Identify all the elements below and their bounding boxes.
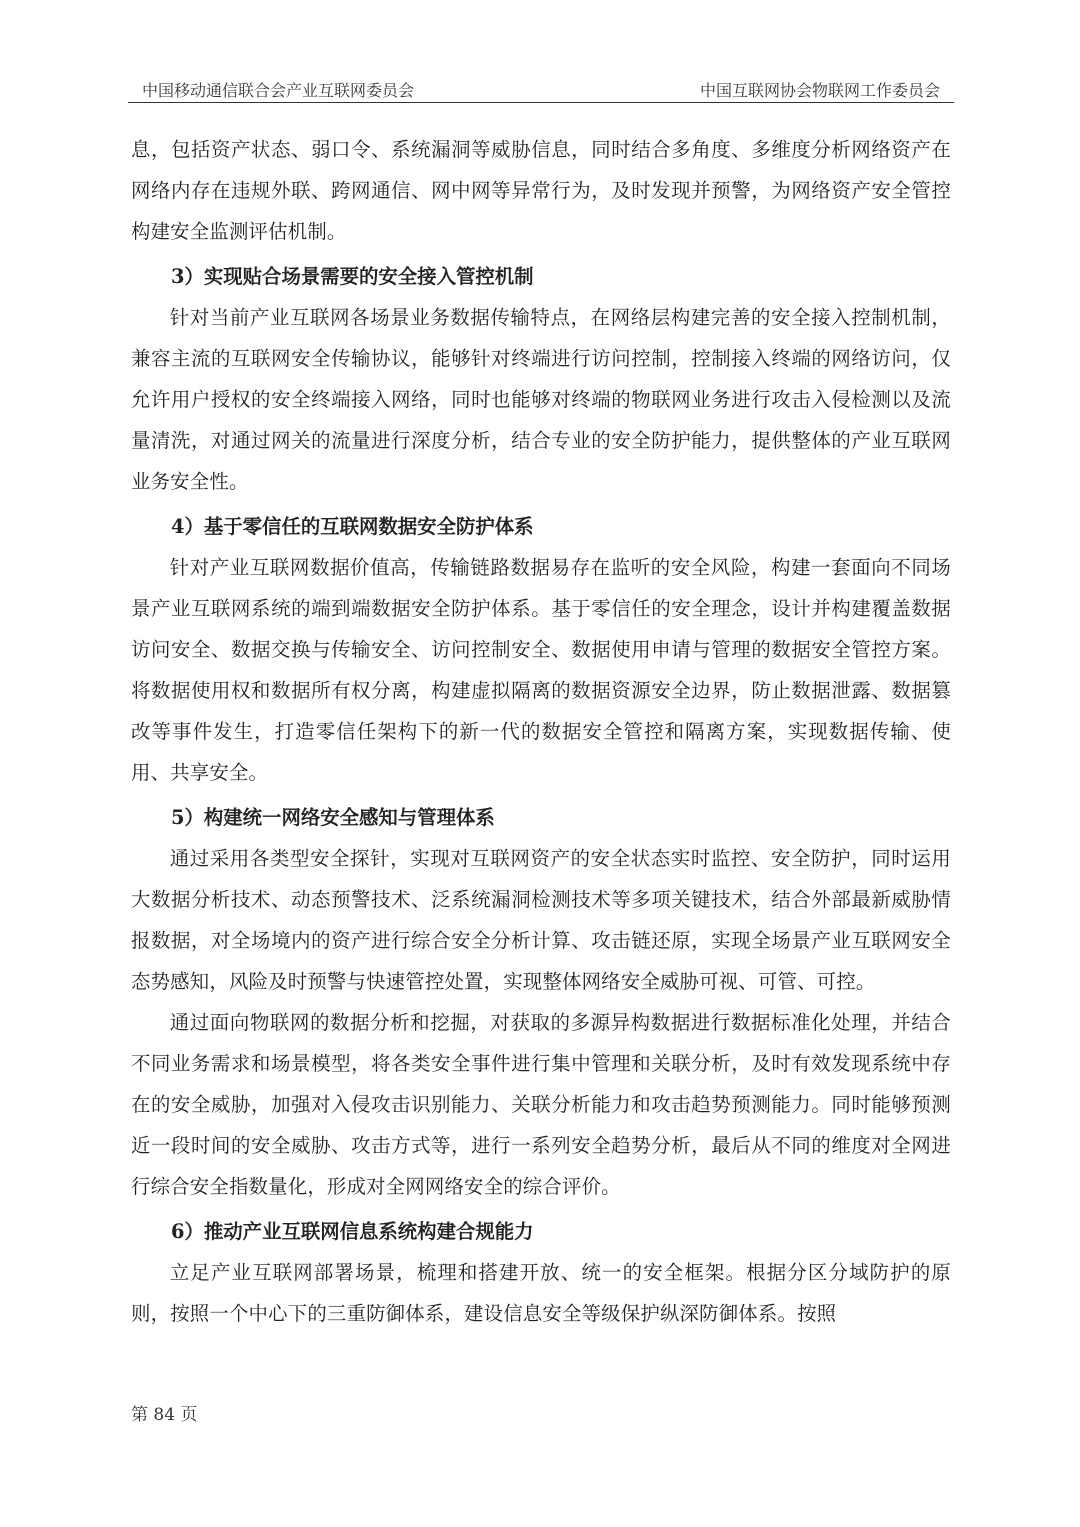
body-paragraph: 立足产业互联网部署场景，梳理和搭建开放、统一的安全框架。根据分区分域防护的原则，按照一个中心下的三重防御体系，建设信息安全等级保护纵深防御体系。按照 bbox=[131, 1261, 951, 1325]
section-heading: 6）推动产业互联网信息系统构建合规能力 bbox=[171, 1220, 534, 1243]
body-paragraph: 针对当前产业互联网各场景业务数据传输特点，在网络层构建完善的安全接入控制机制，兼容主流的互联网安全传输协议，能够针对终端进行访问控制，控制接入终端的网络访问，仅允许用户授权的安全终端接入网络，同时也能够对终端的物联网业务进行攻击入侵检测以及流量清洗，对通过网关的流量进行深度分析，结合专业的安全防护能力，提供整体的产业互联网业务安全性。 bbox=[131, 306, 951, 493]
body-paragraph: 息，包括资产状态、弱口令、系统漏洞等威胁信息，同时结合多角度、多维度分析网络资产在网络内存在违规外联、跨网通信、网中网等异常行为，及时发现并预警，为网络资产安全管控构建安全监测评估机制。 bbox=[131, 138, 951, 243]
page-header bbox=[128, 74, 954, 104]
section-heading: 3）实现贴合场景需要的安全接入管控机制 bbox=[171, 265, 534, 288]
page-number: 第 84 页 bbox=[131, 1405, 198, 1425]
header-divider bbox=[128, 102, 954, 103]
body-paragraph: 通过采用各类型安全探针，实现对互联网资产的安全状态实时监控、安全防护，同时运用大数据分析技术、动态预警技术、泛系统漏洞检测技术等多项关键技术，结合外部最新威胁情报数据，对全场境内的资产进行综合安全分析计算、攻击链还原，实现全场景产业互联网安全态势感知，风险及时预警与快速管控处置，实现整体网络安全威胁可视、可管、可控。 bbox=[131, 847, 951, 993]
header-left-org: 中国移动通信联合会产业互联网委员会 bbox=[142, 81, 415, 100]
section-heading: 5）构建统一网络安全感知与管理体系 bbox=[171, 806, 495, 829]
body-paragraph: 通过面向物联网的数据分析和挖掘，对获取的多源异构数据进行数据标准化处理，并结合不同业务需求和场景模型，将各类安全事件进行集中管理和关联分析，及时有效发现系统中存在的安全威胁，加强对入侵攻击识别能力、关联分析能力和攻击趋势预测能力。同时能够预测近一段时间的安全威胁、攻击方式等，进行一系列安全趋势分析，最后从不同的维度对全网进行综合安全指数量化，形成对全网网络安全的综合评价。 bbox=[131, 1011, 951, 1198]
header-right-org: 中国互联网协会物联网工作委员会 bbox=[699, 81, 940, 100]
section-heading: 4）基于零信任的互联网数据安全防护体系 bbox=[171, 515, 534, 538]
body-paragraph: 针对产业互联网数据价值高，传输链路数据易存在监听的安全风险，构建一套面向不同场景产业互联网系统的端到端数据安全防护体系。基于零信任的安全理念，设计并构建覆盖数据访问安全、数据交换与传输安全、访问控制安全、数据使用申请与管理的数据安全管控方案。将数据使用权和数据所有权分离，构建虚拟隔离的数据资源安全边界，防止数据泄露、数据篡改等事件发生，打造零信任架构下的新一代的数据安全管控和隔离方案，实现数据传输、使用、共享安全。 bbox=[131, 556, 951, 784]
page-body bbox=[131, 129, 951, 1334]
